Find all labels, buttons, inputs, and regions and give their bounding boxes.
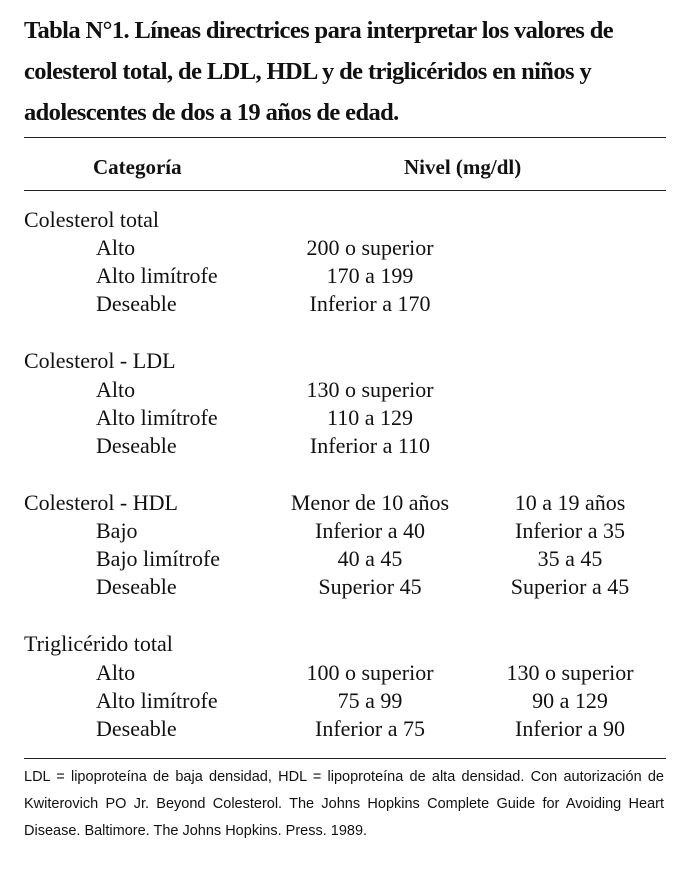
row-value: 130 o superior	[306, 377, 434, 402]
row-value: 40 a 45	[337, 546, 403, 571]
row-value: 75 a 99	[337, 688, 403, 713]
row-value: 90 a 129	[532, 688, 608, 713]
row-value: Inferior a 40	[315, 518, 425, 543]
row-label: Deseable	[96, 716, 177, 741]
row-value: Inferior a 90	[515, 716, 625, 741]
footnote: LDL = lipoproteína de baja densidad, HDL = lipoproteína de alta densidad. Con autorización de Kwiterovich PO Jr. Beyond Colesterol. The Johns Hopkins Complete Guide for Avoiding Heart Disease. Baltimore. The Johns Hopkins. Press. 1989.	[24, 769, 664, 839]
header-rule	[24, 190, 666, 191]
row-label: Alto	[96, 660, 136, 685]
row-label: Alto limítrofe	[96, 688, 218, 713]
category-total-cholesterol: Colesterol total	[24, 207, 160, 232]
row-value: 35 a 45	[537, 546, 603, 571]
row-label: Bajo limítrofe	[96, 546, 221, 571]
row-label: Alto	[96, 377, 136, 402]
header-category: Categoría	[93, 155, 182, 179]
row-value: Inferior a 110	[309, 433, 431, 458]
row-value: 100 o superior	[306, 660, 434, 685]
row-value: Superior 45	[318, 574, 422, 599]
row-value: Inferior a 35	[515, 518, 625, 543]
row-value: 110 a 129	[327, 405, 413, 430]
row-label: Deseable	[96, 291, 177, 316]
table-title: Tabla N°1. Líneas directrices para interpretar los valores de colesterol total, de LDL, HDL y de triglicéridos en niños y adolescentes de dos a 19 años de edad.	[24, 17, 614, 126]
row-value: Superior a 45	[510, 574, 630, 599]
hdl-column-under-10: Menor de 10 años	[290, 490, 450, 515]
category-triglycerides: Triglicérido total	[24, 631, 173, 656]
row-value: 130 o superior	[506, 660, 634, 685]
category-ldl: Colesterol - LDL	[24, 348, 176, 373]
row-label: Alto limítrofe	[96, 405, 218, 430]
row-value: Inferior a 170	[309, 291, 431, 316]
row-value: Inferior a 75	[315, 716, 425, 741]
row-value: 170 a 199	[326, 263, 414, 288]
row-value: 200 o superior	[306, 235, 434, 260]
row-label: Bajo	[96, 518, 138, 543]
row-label: Alto limítrofe	[96, 263, 218, 288]
top-rule	[24, 137, 666, 138]
row-label: Deseable	[96, 433, 177, 458]
bottom-rule	[24, 758, 666, 759]
row-label: Alto	[96, 235, 136, 260]
category-hdl: Colesterol - HDL	[24, 490, 178, 515]
row-label: Deseable	[96, 574, 177, 599]
hdl-column-10-19: 10 a 19 años	[514, 490, 626, 515]
header-level: Nivel (mg/dl)	[404, 155, 522, 179]
